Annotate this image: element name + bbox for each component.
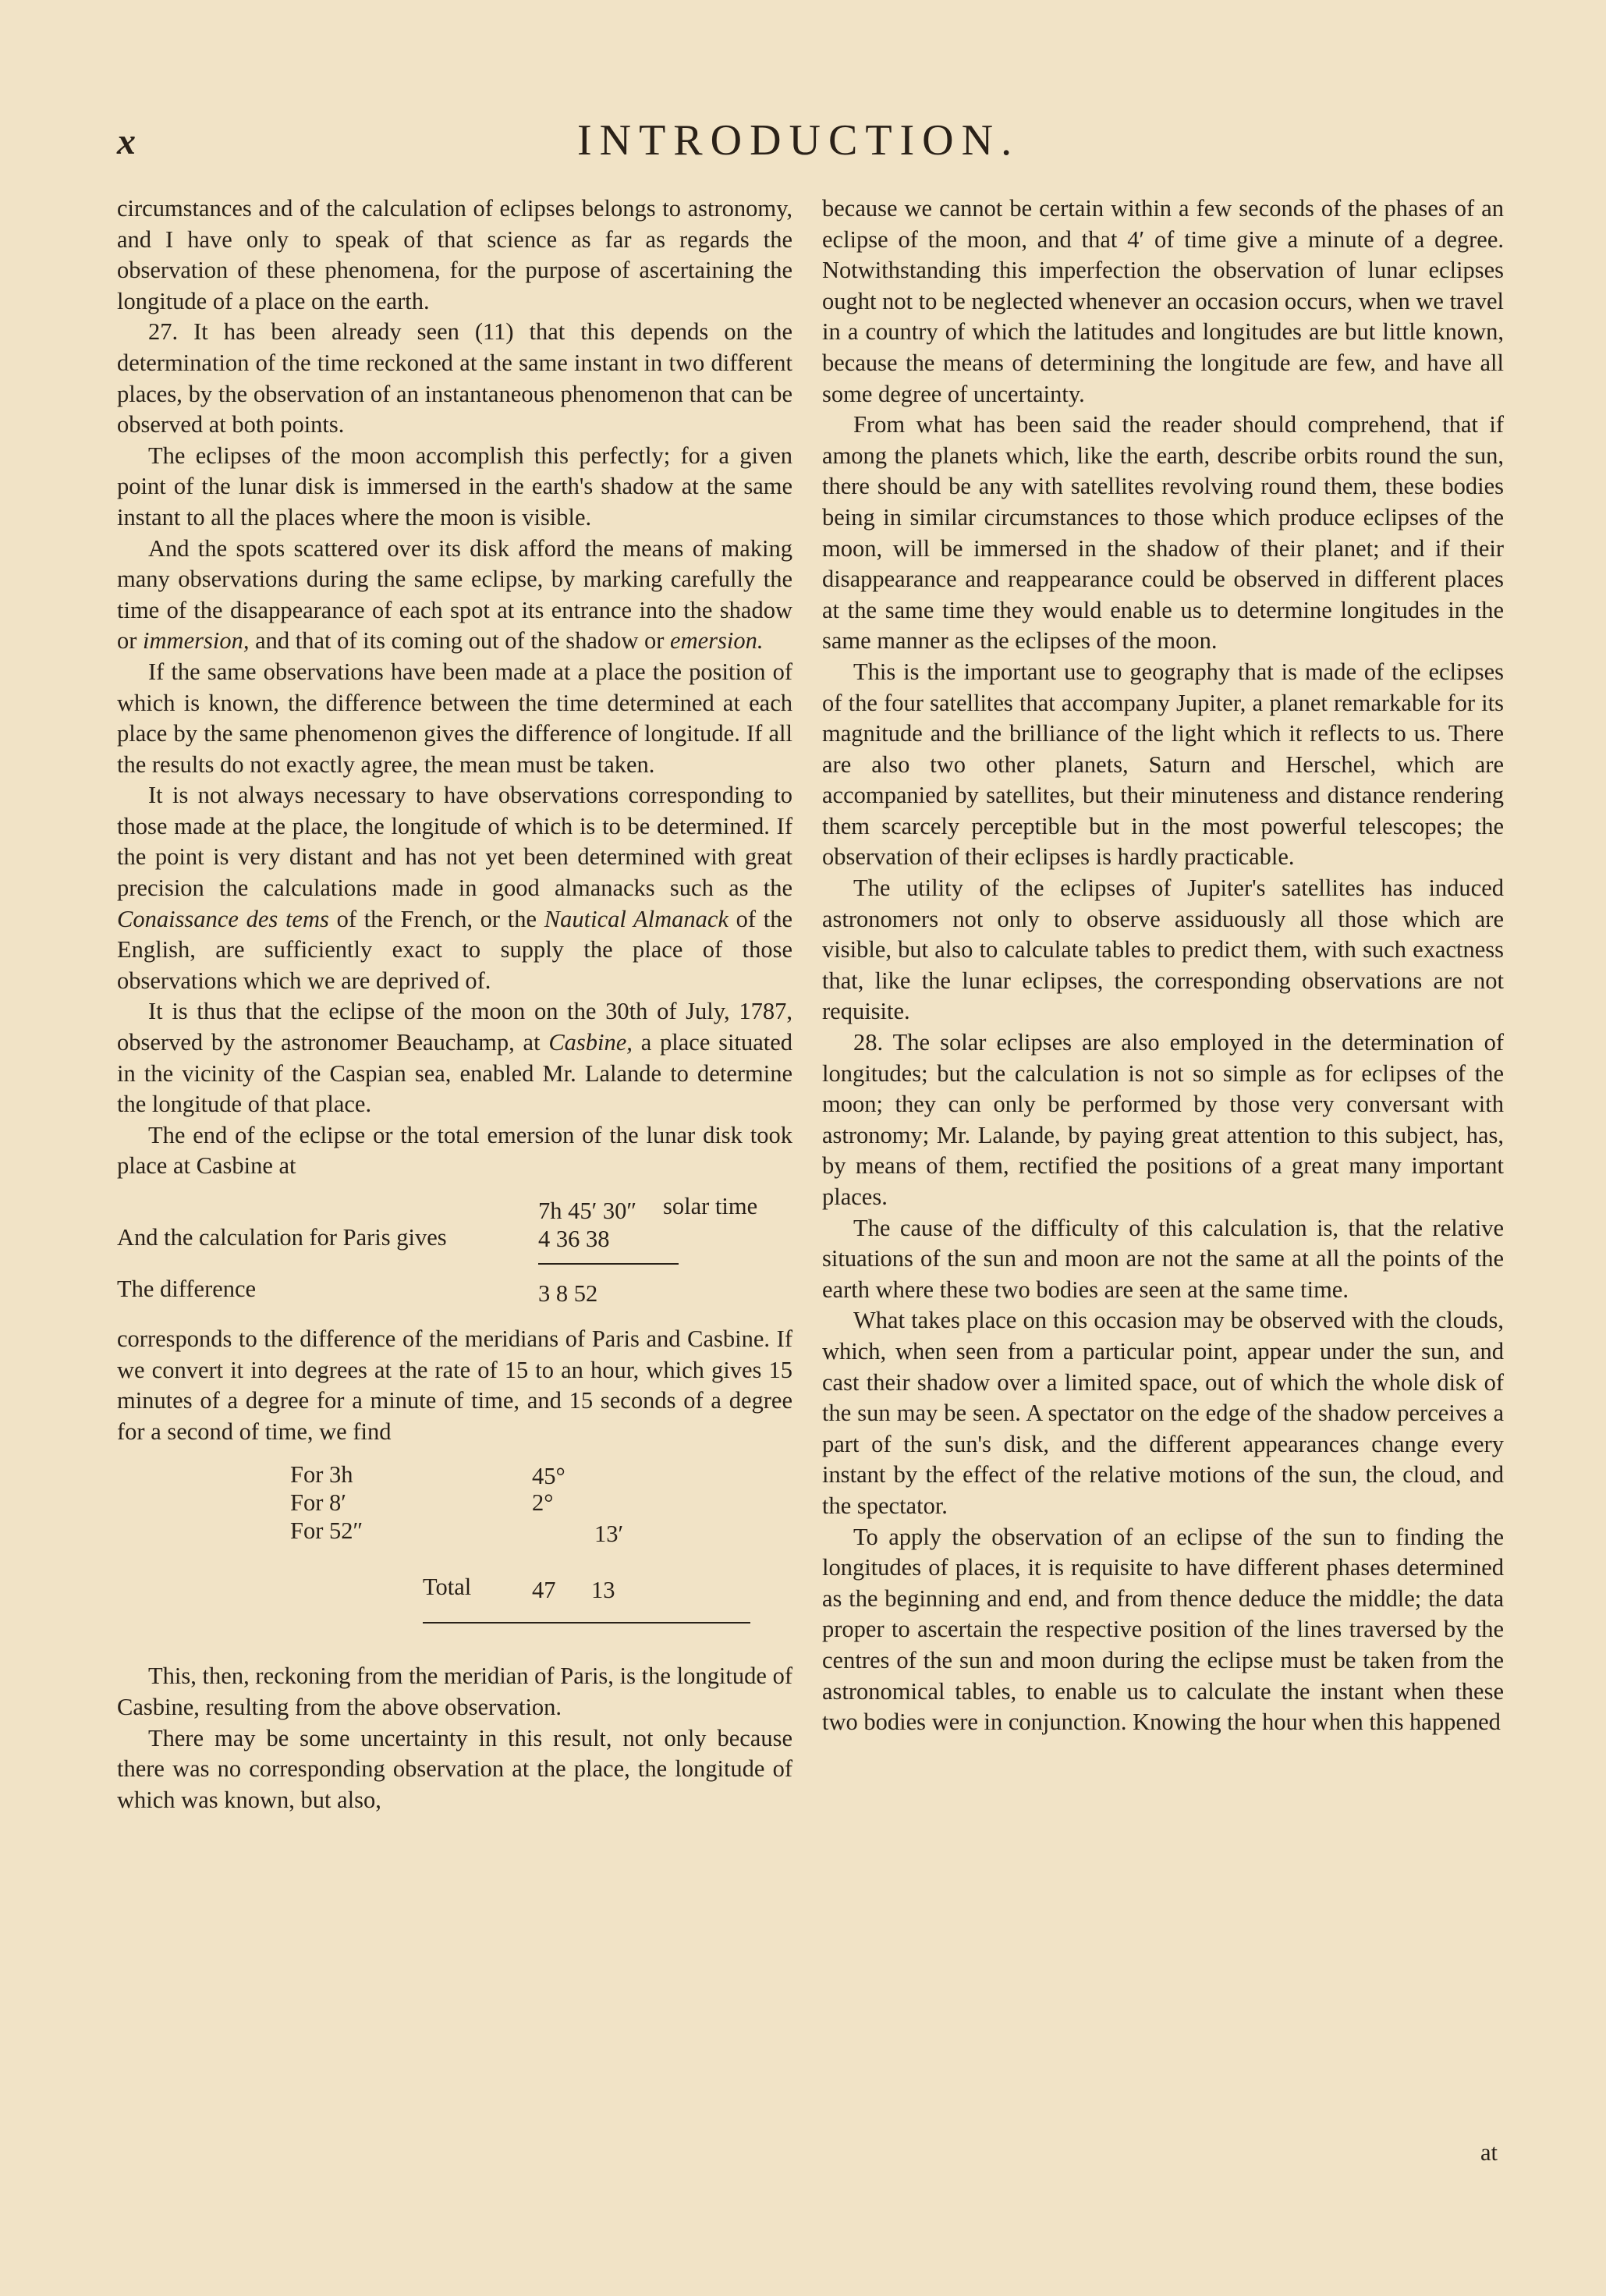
text-run: It is not always necessary to have observations corresponding to those made at the place, the longitude of which is to be determined. If the point is very distant and has not yet been determined with great precision the calculations made in good almanacks such as the (117, 782, 792, 902)
italic-title: Nautical Almanack (544, 905, 729, 932)
paragraph: The utility of the eclipses of Jupiter's satellites has induced astronomers not only to observe assiduously all those which are visible, but also to calculate tables to predict them, with such exactness that, like the lunar eclipses, the corresponding observations are not requisite. (822, 875, 1504, 1025)
row-degrees: 45° (532, 1463, 565, 1490)
total-rule (423, 1622, 750, 1624)
difference-label: The difference (117, 1276, 257, 1302)
casbine-time: 7h 45′ 30″ (538, 1198, 637, 1224)
paragraph (117, 996, 792, 1120)
text-run: And the spots scattered over its disk afford the means of making many observations during the same eclipse, by marking carefully the time of the disappearance of each spot at its entrance into the shadow or (117, 534, 792, 655)
difference-value: 3 8 52 (538, 1280, 598, 1307)
paragraph: The end of the eclipse or the total emersion of the lunar disk took place at Casbine at (117, 1121, 792, 1180)
running-header (117, 115, 1521, 170)
italic-term: immersion, (143, 627, 250, 655)
paragraph: To apply the observation of an eclipse of the sun to finding the longitudes of places, it is requisite to have different phases determined as the beginning and end, and from thence deduce the middle; the data proper to ascertain the respective position of the lines traversed by the centres of the sun and moon during the eclipse must be taken from the astronomical tables, to enable us to calculate the instant when these two bodies were in conjunction. Knowing the hour when this happened (822, 1523, 1504, 1736)
paragraph: There may be some uncertainty in this result, not only because there was no corresponding observation at the place, the longitude of which was known, but also, (117, 1724, 792, 1813)
paragraph: The eclipses of the moon accomplish this perfectly; for a given point of the lunar disk is immersed in the earth's shadow at the same instant to all the places where the moon is visible. (117, 442, 792, 531)
paragraph: From what has been said the reader should comprehend, that if among the planets which, like the earth, describe orbits round the sun, there should be any with satellites revolving round them, these bodies being in similar circumstances to those which produce eclipses of the moon, will be immersed in the shadow of their planet; and if their disappearance and reappearance could be observed in different places at the same time they would enable us to determine longitudes in the same manner as the eclipses of the moon. (822, 411, 1504, 655)
right-column (822, 193, 1504, 1738)
paris-time: 4 36 38 (538, 1226, 610, 1252)
italic-place: Casbine, (548, 1029, 633, 1056)
time-calculation (117, 1191, 792, 1316)
catchword: at (1480, 2139, 1498, 2166)
paragraph (117, 780, 792, 996)
paragraph: because we cannot be certain within a few seconds of the phases of an eclipse of the moon, and that 4′ of time give a minute of a degree. Notwithstanding this imperfection the observation of lunar eclipses ought not to be neglected whenever an occasion occurs, when we travel in a country of which the latitudes and longitudes are but little known, because the means of determining the longitude are few, and have all some degree of uncertainty. (822, 195, 1505, 407)
paragraph: corresponds to the difference of the meridians of Paris and Casbine. If we convert it into degrees at the rate of 15 to an hour, which gives 15 minutes of a degree for a minute of time, and 15 seconds of a degree for a second of time, we find (117, 1325, 792, 1445)
row-label: For 52″ (290, 1517, 363, 1545)
paris-label: And the calculation for Paris gives (117, 1224, 447, 1251)
left-column (117, 193, 792, 1815)
paragraph: The cause of the difficulty of this calculation is, that the relative situations of the sun and moon are not the same at all the points of the earth where these two bodies are seen at the same time. (822, 1214, 1504, 1303)
row-degrees: 2° (532, 1489, 554, 1517)
degree-conversion (117, 1458, 792, 1653)
paragraph: If the same observations have been made at a place the position of which is known, the difference between the time determined at each place by the same phenomenon gives the difference of longitude. If all the results do not exactly agree, the mean must be taken. (117, 658, 792, 778)
row-label: For 3h (290, 1461, 353, 1489)
page-number: x (117, 121, 136, 162)
text-run: a place situated in the vicinity of the Caspian sea, enabled Mr. Lalande to determine the longitude of that place. (117, 1029, 793, 1118)
page-title: INTRODUCTION. (577, 116, 1020, 165)
total-degrees: 47 (532, 1577, 556, 1604)
italic-term: emersion. (670, 627, 764, 655)
text-run: of the English, are sufficiently exact to supply the place of those observations which we are deprived of. (117, 905, 793, 994)
paragraph: What takes place on this occasion may be observed with the clouds, which, when seen from a particular point, appear under the sun, and cast their shadow over a limited space, out of which the whole disk of the sun may be seen. A spectator on the edge of the shadow perceives a part of the sun's disk, and the different appearances change every instant by the effect of the relative motions of the sun, the cloud, and the spectator. (822, 1307, 1504, 1519)
paragraph: This is the important use to geography that is made of the eclipses of the four satellites that accompany Jupiter, a planet remarkable for its magnitude and the brilliance of the light which it reflects to us. There are also two other planets, Saturn and Herschel, which are accompanied by satellites, but their minuteness and distance rendering them scarcely perceptible but in the most powerful telescopes; the observation of their eclipses is hardly practicable. (822, 658, 1504, 871)
row-label: For 8′ (290, 1489, 346, 1517)
total-minutes: 13 (591, 1577, 615, 1604)
paragraph: circumstances and of the calculation of eclipses belongs to astronomy, and I have only to speak of that science as far as regards the observation of these phenomena, for the purpose of ascertaining the longitude of a place on the earth. (117, 195, 792, 314)
italic-title: Conaissance des tems (117, 905, 329, 932)
text-run: of the French, or the (336, 905, 537, 932)
row-minutes: 13′ (594, 1521, 624, 1548)
text-run: It is thus that the eclipse of the moon on the 30th of July, 1787, observed by the astronomer Beauchamp, at (117, 998, 792, 1056)
time-unit: solar time (663, 1193, 758, 1219)
paragraph: 27. It has been already seen (11) that this depends on the determination of the time reckoned at the same instant in two different places, by the observation of an instantaneous phenomenon that can be observed at both points. (117, 318, 792, 438)
sum-rule (538, 1263, 679, 1265)
total-label: Total (423, 1574, 472, 1601)
paragraph (117, 534, 792, 657)
text-run: and that of its coming out of the shadow or (255, 627, 665, 655)
paragraph: This, then, reckoning from the meridian of Paris, is the longitude of Casbine, resulting from the above observation. (117, 1663, 792, 1720)
paragraph: 28. The solar eclipses are also employed in the determination of longitudes; but the calculation is not so simple as for eclipses of the moon; they can only be performed by those very conversant with astronomy; Mr. Lalande, by paying great attention to this subject, has, by means of them, rectified the positions of a great many important places. (822, 1029, 1504, 1210)
